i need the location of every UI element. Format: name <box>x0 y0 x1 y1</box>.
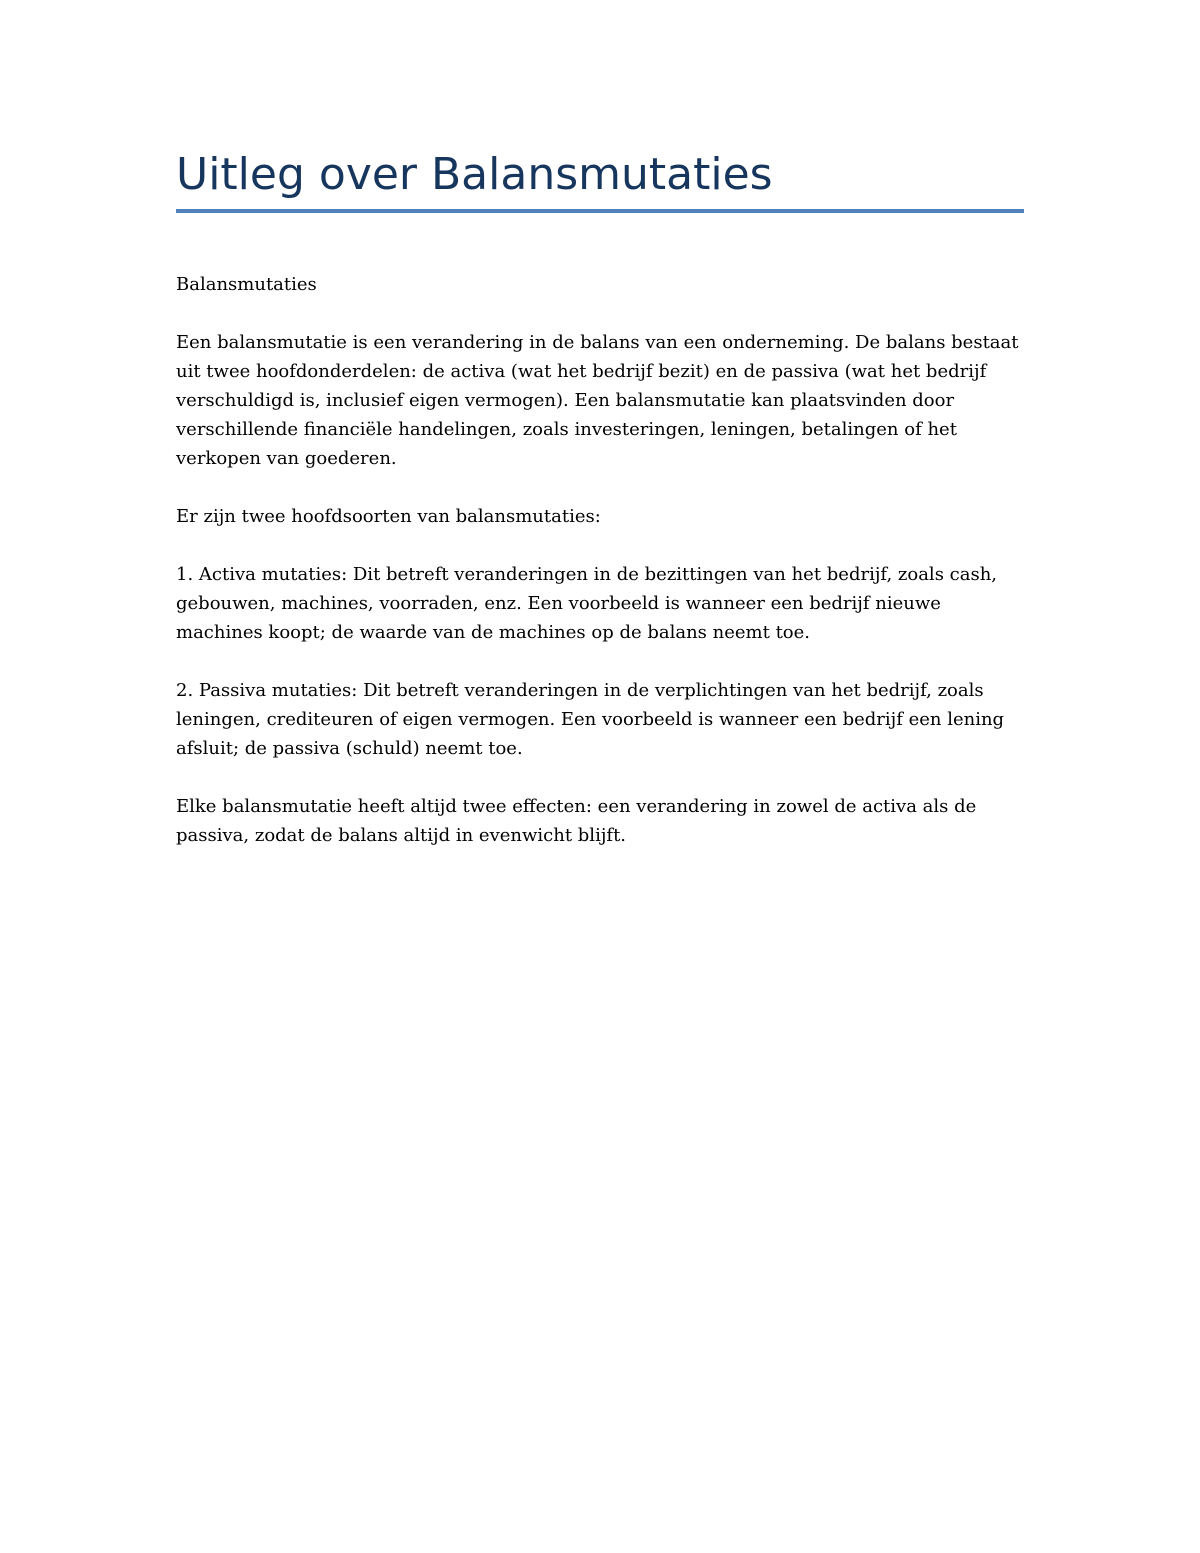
document-title: Uitleg over Balansmutaties <box>176 149 773 200</box>
conclusion-paragraph: Elke balansmutatie heeft altijd twee effecten: een verandering in zowel de activa als de passiva, zodat de balans altijd in evenwicht blijft. <box>176 796 977 846</box>
activa-mutaties-paragraph: 1. Activa mutaties: Dit betreft veranderingen in de bezittingen van het bedrijf, zoals cash, gebouwen, machines, voorraden, enz. Een voorbeeld is wanneer een bedrijf nieuwe machines koopt; de waarde van de machines op de balans neemt toe. <box>176 564 998 643</box>
types-intro-paragraph: Er zijn twee hoofdsoorten van balansmutaties: <box>176 506 601 527</box>
section-heading: Balansmutaties <box>176 274 317 295</box>
intro-paragraph: Een balansmutatie is een verandering in de balans van een onderneming. De balans bestaat uit twee hoofdonderdelen: de activa (wat het bedrijf bezit) en de passiva (wat het bedrijf verschuldigd is, inclusief eigen vermogen). Een balansmutatie kan plaatsvinden door verschillende financiële handelingen, zoals investeringen, leningen, betalingen of het verkopen van goederen. <box>176 332 1019 469</box>
passiva-mutaties-paragraph: 2. Passiva mutaties: Dit betreft veranderingen in de verplichtingen van het bedrijf, zoals leningen, crediteuren of eigen vermogen. Een voorbeeld is wanneer een bedrijf een lening afsluit; de passiva (schuld) neemt toe. <box>176 680 1005 759</box>
document-body <box>176 270 1032 879</box>
title-underline <box>176 209 1024 213</box>
